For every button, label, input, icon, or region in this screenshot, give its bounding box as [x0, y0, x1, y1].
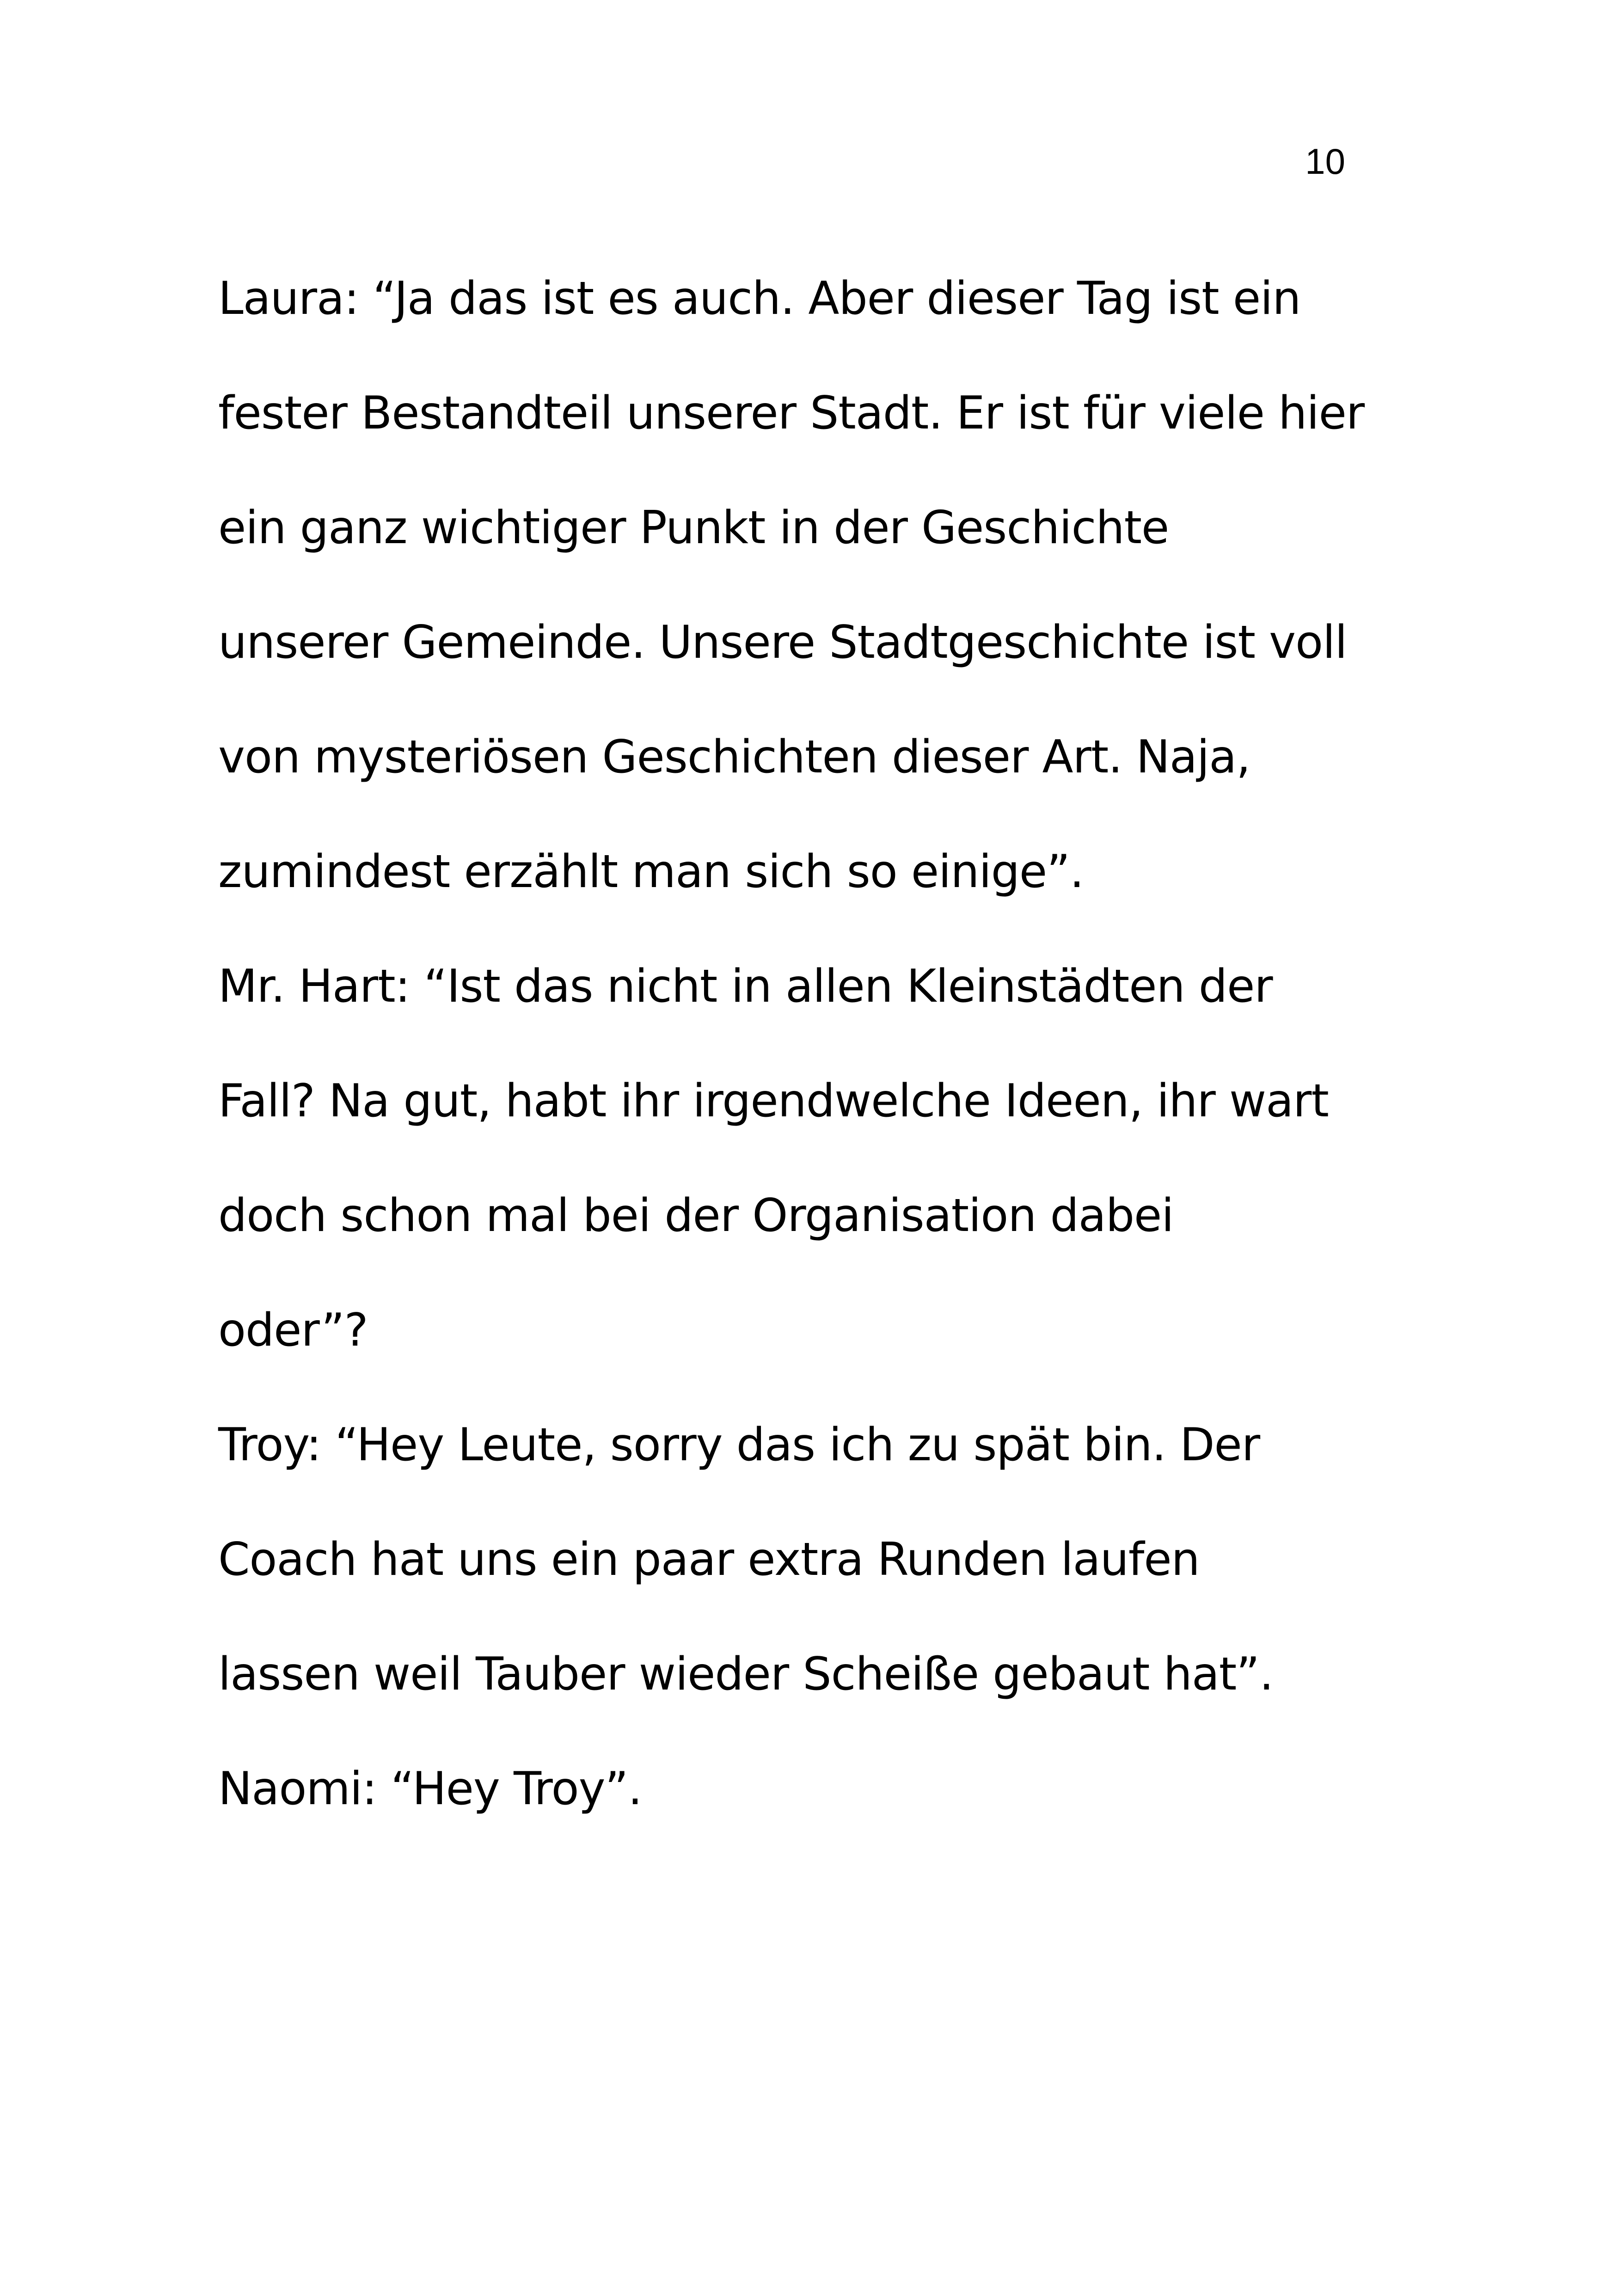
- text-line: Coach hat uns ein paar extra Runden laufen: [218, 1533, 1200, 1586]
- body-text: [218, 241, 1402, 1846]
- page-number: 10: [1305, 141, 1345, 182]
- text-line: doch schon mal bei der Organisation dabei: [218, 1189, 1174, 1242]
- text-line: von mysteriösen Geschichten dieser Art. Naja,: [218, 731, 1250, 784]
- text-line: fester Bestandteil unserer Stadt. Er ist für viele hier: [218, 387, 1365, 440]
- text-line: ein ganz wichtiger Punkt in der Geschichte: [218, 502, 1169, 554]
- text-line: lassen weil Tauber wieder Scheiße gebaut hat”.: [218, 1648, 1274, 1701]
- text-line: Naomi: “Hey Troy”.: [218, 1763, 642, 1815]
- text-line: zumindest erzählt man sich so einige”.: [218, 845, 1084, 898]
- text-line: Troy: “Hey Leute, sorry das ich zu spät bin. Der: [218, 1419, 1260, 1471]
- text-line: Mr. Hart: “Ist das nicht in allen Kleinstädten der: [218, 960, 1273, 1013]
- text-line: Fall? Na gut, habt ihr irgendwelche Ideen, ihr wart: [218, 1075, 1329, 1127]
- text-line: unserer Gemeinde. Unsere Stadtgeschichte ist voll: [218, 616, 1347, 669]
- text-line: Laura: “Ja das ist es auch. Aber dieser Tag ist ein: [218, 272, 1301, 325]
- text-line: oder”?: [218, 1304, 368, 1357]
